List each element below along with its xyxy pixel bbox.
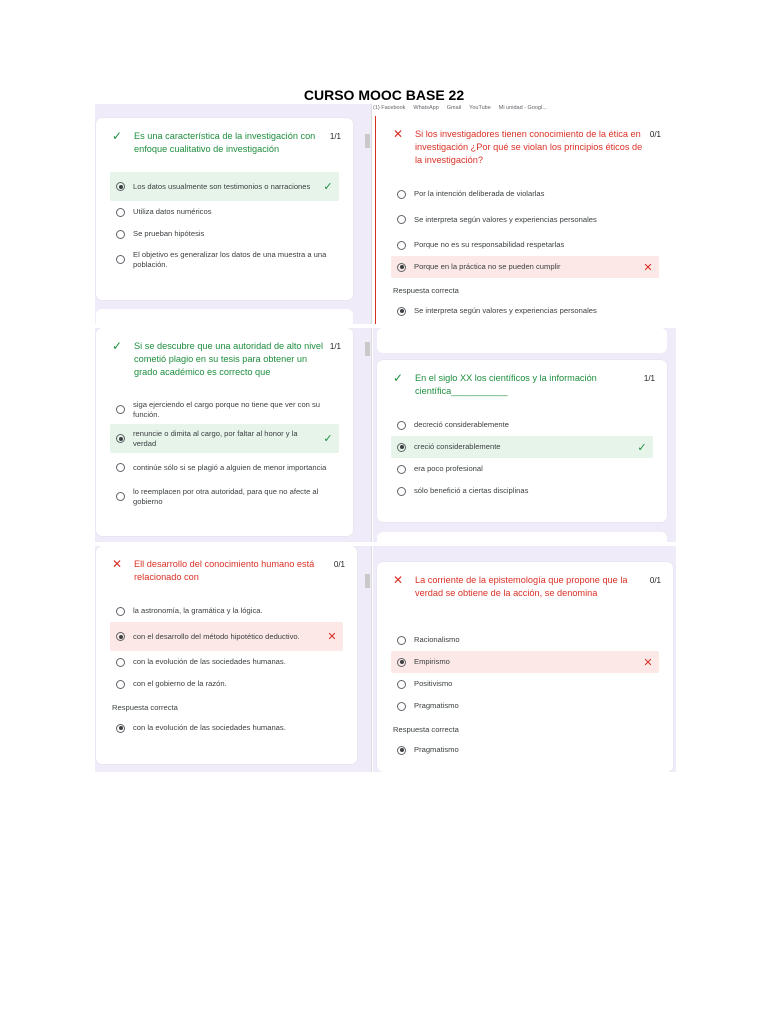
question-header xyxy=(112,130,341,156)
previous-card-edge xyxy=(377,328,667,353)
option-label: Se prueban hipótesis xyxy=(133,229,205,238)
question-header xyxy=(112,340,341,379)
bookmark-whatsapp[interactable]: WhatsApp xyxy=(413,105,439,111)
radio-button[interactable] xyxy=(397,421,406,430)
answer-option[interactable] xyxy=(391,458,653,480)
question-text: Si los investigadores tienen conocimiento de la ética en investigación ¿Por qué se violan los principios éticos de la investigación? xyxy=(415,129,643,165)
card-error-bar xyxy=(375,116,376,324)
radio-button[interactable] xyxy=(397,263,406,272)
option-label: con el gobierno de la razón. xyxy=(133,679,227,688)
screenshot-q4 xyxy=(373,328,676,542)
answer-option[interactable] xyxy=(391,651,659,673)
correct-answer-text: Pragmatismo xyxy=(414,745,459,754)
question-score: 0/1 xyxy=(333,560,345,569)
radio-button[interactable] xyxy=(116,463,125,472)
radio-button[interactable] xyxy=(397,636,406,645)
question-card-5 xyxy=(96,546,357,764)
question-text: Ell desarrollo del conocimiento humano está relacionado con xyxy=(134,559,315,582)
radio-button[interactable] xyxy=(116,658,125,667)
radio-button[interactable] xyxy=(397,443,406,452)
radio-button xyxy=(397,746,406,755)
next-card-edge xyxy=(377,532,667,542)
answer-option[interactable] xyxy=(391,695,659,717)
option-label: sólo benefició a ciertas disciplinas xyxy=(414,486,529,495)
pane-divider xyxy=(371,104,372,324)
radio-button[interactable] xyxy=(116,405,125,414)
option-label: Se interpreta según valores y experiencias personales xyxy=(414,214,597,224)
correct-answer-option xyxy=(391,300,659,322)
answer-option[interactable] xyxy=(391,205,659,234)
answer-option[interactable] xyxy=(110,453,339,482)
option-label: Porque no es su responsabilidad respetarlas xyxy=(414,240,565,249)
bookmark-youtube[interactable]: YouTube xyxy=(469,105,491,111)
option-label: la astronomía, la gramática y la lógica. xyxy=(133,606,263,615)
screenshot-q1 xyxy=(95,104,372,324)
radio-button[interactable] xyxy=(116,255,125,264)
option-label: Pragmatismo xyxy=(414,701,459,710)
answer-option[interactable] xyxy=(391,234,659,256)
document-title: CURSO MOOC BASE 22 xyxy=(303,87,465,103)
answer-option[interactable] xyxy=(391,436,653,458)
radio-button[interactable] xyxy=(116,632,125,641)
option-label: creció considerablemente xyxy=(414,442,501,451)
bookmark-facebook[interactable]: (1) Facebook xyxy=(373,105,406,111)
radio-button xyxy=(116,724,125,733)
answer-option[interactable] xyxy=(110,482,339,511)
bookmark-drive[interactable]: Mi unidad - Googl... xyxy=(498,105,547,111)
option-label: con la evolución de las sociedades humanas. xyxy=(133,657,286,666)
answer-option[interactable] xyxy=(110,424,339,453)
question-text: Si se descubre que una autoridad de alto nivel cometió plagio en su tesis para obtener un grado académico es correcto que xyxy=(134,341,323,377)
radio-button[interactable] xyxy=(397,702,406,711)
x-icon: ✕ xyxy=(393,127,404,141)
question-score: 1/1 xyxy=(329,342,341,351)
screenshot-q2 xyxy=(373,104,676,324)
answer-option[interactable] xyxy=(110,651,343,673)
scrollbar[interactable] xyxy=(365,134,370,148)
radio-button[interactable] xyxy=(397,215,406,224)
x-icon: ✕ xyxy=(327,631,337,643)
screenshot-q3 xyxy=(95,328,372,542)
option-label: con el desarrollo del método hipotético deductivo. xyxy=(133,631,300,641)
bookmarks-bar xyxy=(373,104,676,112)
radio-button[interactable] xyxy=(116,434,125,443)
radio-button[interactable] xyxy=(397,680,406,689)
next-card-edge xyxy=(96,309,353,324)
radio-button[interactable] xyxy=(397,487,406,496)
check-icon: ✓ xyxy=(112,339,123,353)
question-text: La corriente de la epistemología que propone que la verdad se obtiene de la acción, se denomina xyxy=(415,575,628,598)
radio-button[interactable] xyxy=(116,182,125,191)
correct-answer-option xyxy=(391,739,659,761)
pane-divider xyxy=(371,546,372,772)
radio-button[interactable] xyxy=(397,658,406,667)
answer-option[interactable] xyxy=(391,629,659,651)
check-icon: ✓ xyxy=(323,433,333,445)
question-header xyxy=(393,372,655,398)
answer-option[interactable] xyxy=(391,673,659,695)
question-header xyxy=(393,128,661,167)
option-label: Los datos usualmente son testimonios o narraciones xyxy=(133,181,311,191)
question-header xyxy=(393,574,661,600)
answer-option[interactable] xyxy=(391,414,653,436)
answer-option[interactable] xyxy=(110,245,339,274)
question-score: 1/1 xyxy=(643,374,655,383)
option-label: siga ejerciendo el cargo porque no tiene que ver con su función. xyxy=(133,399,321,419)
screenshot-q5 xyxy=(95,546,372,772)
question-score: 0/1 xyxy=(649,130,661,139)
correct-answer-text: con la evolución de las sociedades humanas. xyxy=(133,723,286,732)
answer-option[interactable] xyxy=(110,172,339,201)
radio-button[interactable] xyxy=(116,680,125,689)
option-label: era poco profesional xyxy=(414,464,483,473)
option-label: decreció considerablemente xyxy=(414,420,509,429)
check-icon: ✓ xyxy=(323,181,333,193)
question-score: 1/1 xyxy=(329,132,341,141)
correct-answer-option xyxy=(110,717,343,739)
bookmark-gmail[interactable]: Gmail xyxy=(446,105,462,111)
radio-button[interactable] xyxy=(116,492,125,501)
question-text: En el siglo XX los científicos y la información científica___________ xyxy=(415,373,597,396)
x-icon: ✕ xyxy=(643,261,653,274)
answer-option[interactable] xyxy=(110,201,339,223)
option-label: renuncie o dimita al cargo, por faltar al honor y la verdad xyxy=(133,428,298,448)
option-label: Por la intención deliberada de violarlas xyxy=(414,189,545,198)
answer-option[interactable] xyxy=(110,600,343,622)
option-label: Utiliza datos numéricos xyxy=(133,207,212,216)
question-header xyxy=(112,558,345,584)
option-label: El objetivo es generalizar los datos de una muestra a una población. xyxy=(133,249,327,269)
question-text: Es una característica de la investigación con enfoque cualitativo de investigación xyxy=(134,131,316,154)
pane-divider xyxy=(371,328,372,542)
radio-button[interactable] xyxy=(116,230,125,239)
radio-button[interactable] xyxy=(116,607,125,616)
answer-option[interactable] xyxy=(110,395,339,424)
x-icon: ✕ xyxy=(643,656,653,669)
correct-answer-label: Respuesta correcta xyxy=(393,725,459,734)
correct-answer-label: Respuesta correcta xyxy=(112,703,178,712)
radio-button xyxy=(397,307,406,316)
screenshot-q6 xyxy=(373,546,676,772)
radio-button[interactable] xyxy=(116,208,125,217)
question-card-2 xyxy=(377,116,673,324)
option-label: Positivismo xyxy=(414,679,453,688)
scrollbar[interactable] xyxy=(365,574,370,588)
answer-option[interactable] xyxy=(391,183,659,205)
answer-option[interactable] xyxy=(110,673,343,695)
answer-option[interactable] xyxy=(110,223,339,245)
question-card-6 xyxy=(377,562,673,772)
radio-button[interactable] xyxy=(397,241,406,250)
x-icon: ✕ xyxy=(112,557,123,571)
x-icon: ✕ xyxy=(393,573,404,587)
option-label: continúe sólo si se plagió a alguien de menor importancia xyxy=(133,462,327,472)
check-icon: ✓ xyxy=(637,441,647,454)
correct-answer-label: Respuesta correcta xyxy=(393,286,459,295)
answer-option[interactable] xyxy=(391,256,659,278)
question-card-1 xyxy=(96,118,353,300)
correct-answer-text: Se interpreta según valores y experiencias personales xyxy=(414,306,597,315)
check-icon: ✓ xyxy=(393,371,404,385)
question-score: 0/1 xyxy=(649,576,661,585)
check-icon: ✓ xyxy=(112,129,123,143)
radio-button[interactable] xyxy=(397,465,406,474)
radio-button[interactable] xyxy=(397,190,406,199)
answer-option[interactable] xyxy=(110,622,343,651)
answer-option[interactable] xyxy=(391,480,653,502)
question-card-4 xyxy=(377,360,667,522)
option-label: Porque en la práctica no se pueden cumplir xyxy=(414,262,561,271)
option-label: lo reemplacen por otra autoridad, para que no afecte al gobierno xyxy=(133,486,319,506)
question-card-3 xyxy=(96,328,353,536)
scrollbar[interactable] xyxy=(365,342,370,356)
option-label: Empirismo xyxy=(414,657,450,666)
option-label: Racionalismo xyxy=(414,635,460,644)
